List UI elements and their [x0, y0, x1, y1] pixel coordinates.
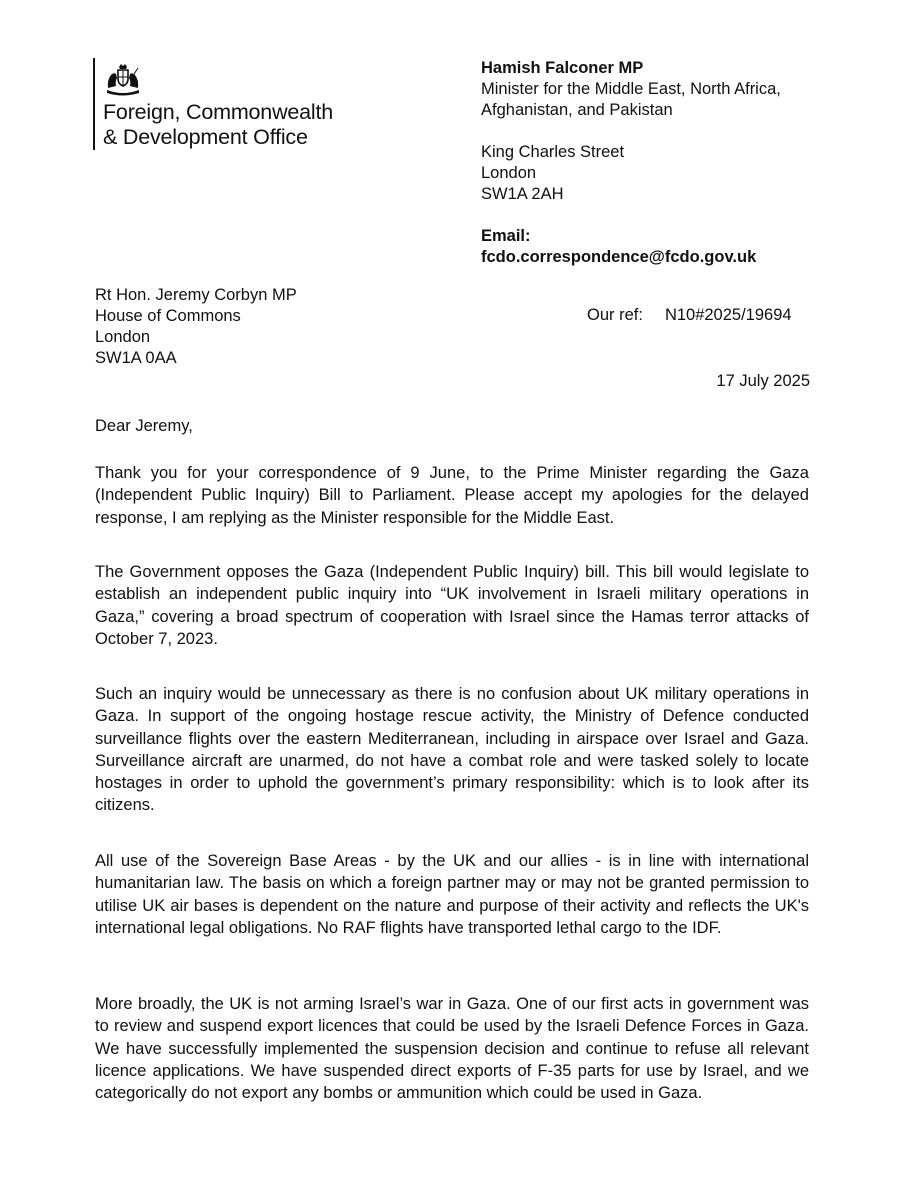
recipient-line4: SW1A 0AA [95, 349, 177, 367]
sender-title-line1: Minister for the Middle East, North Africa, [481, 80, 781, 98]
reference-value: N10#2025/19694 [664, 306, 792, 324]
sender-address-line2: London [481, 164, 537, 182]
recipient-line3: London [95, 328, 151, 346]
sender-address-line3: SW1A 2AH [481, 185, 564, 203]
paragraph-1: Thank you for your correspondence of 9 June, to the Prime Minister regarding the Gaza (Independent Public Inquiry) Bill to Parliament. Please accept my apologies for the delayed response, I am replying as the Minister responsible for the Middle East. [95, 464, 809, 527]
email-address: fcdo.correspondence@fcdo.gov.uk [481, 248, 757, 266]
sender-address-line1: King Charles Street [481, 143, 625, 161]
sender-block [481, 58, 781, 268]
paragraph-4: All use of the Sovereign Base Areas - by the UK and our allies - is in line with international humanitarian law. The basis on which a foreign partner may or may not be granted permission to utilise UK air bases is dependent on the nature and purpose of their activity and reflects the UK's international legal obligations. No RAF flights have transported lethal cargo to the IDF. [95, 852, 809, 937]
organisation-name-line1: Foreign, Commonwealth [103, 100, 334, 124]
sender-name: Hamish Falconer MP [481, 59, 644, 77]
sender-title-line2: Afghanistan, and Pakistan [481, 101, 673, 119]
paragraph-3: Such an inquiry would be unnecessary as there is no confusion about UK military operations in Gaza. In support of the ongoing hostage rescue activity, the Ministry of Defence conducted surveillance flights over the eastern Mediterranean, including in airspace over Israel and Gaza. Surveillance aircraft are unarmed, do not have a combat role and were tasked solely to locate hostages in order to uphold the government’s primary responsibility: which is to look after its citizens. [95, 685, 809, 815]
salutation: Dear Jeremy, [95, 417, 193, 435]
recipient-name: Rt Hon. Jeremy Corbyn MP [95, 286, 297, 304]
recipient-block [95, 285, 297, 369]
recipient-line2: House of Commons [95, 307, 241, 325]
royal-coat-of-arms-icon [103, 62, 143, 98]
paragraph-5: More broadly, the UK is not arming Israel’s war in Gaza. One of our first acts in government was to review and suspend export licences that could be used by the Israeli Defence Forces in Gaza. We have successfully implemented the suspension decision and continue to refuse all relevant licence applications. We have suspended direct exports of F-35 parts for use by Israel, and we categorically do not export any bombs or ammunition which could be used in Gaza. [95, 995, 809, 1103]
email-label: Email: [481, 227, 531, 245]
reference-line [587, 305, 792, 326]
reference-label: Our ref: [587, 306, 643, 324]
organisation-name-line2: & Development Office [103, 125, 308, 149]
logo-divider [93, 58, 95, 150]
paragraph-2: The Government opposes the Gaza (Independent Public Inquiry) bill. This bill would legislate to establish an independent public inquiry into “UK involvement in Israeli military operations in Gaza,” covering a broad spectrum of cooperation with Israel since the Hamas terror attacks of October 7, 2023. [95, 563, 809, 648]
letter-date: 17 July 2025 [716, 372, 810, 390]
organisation-name [103, 100, 333, 150]
